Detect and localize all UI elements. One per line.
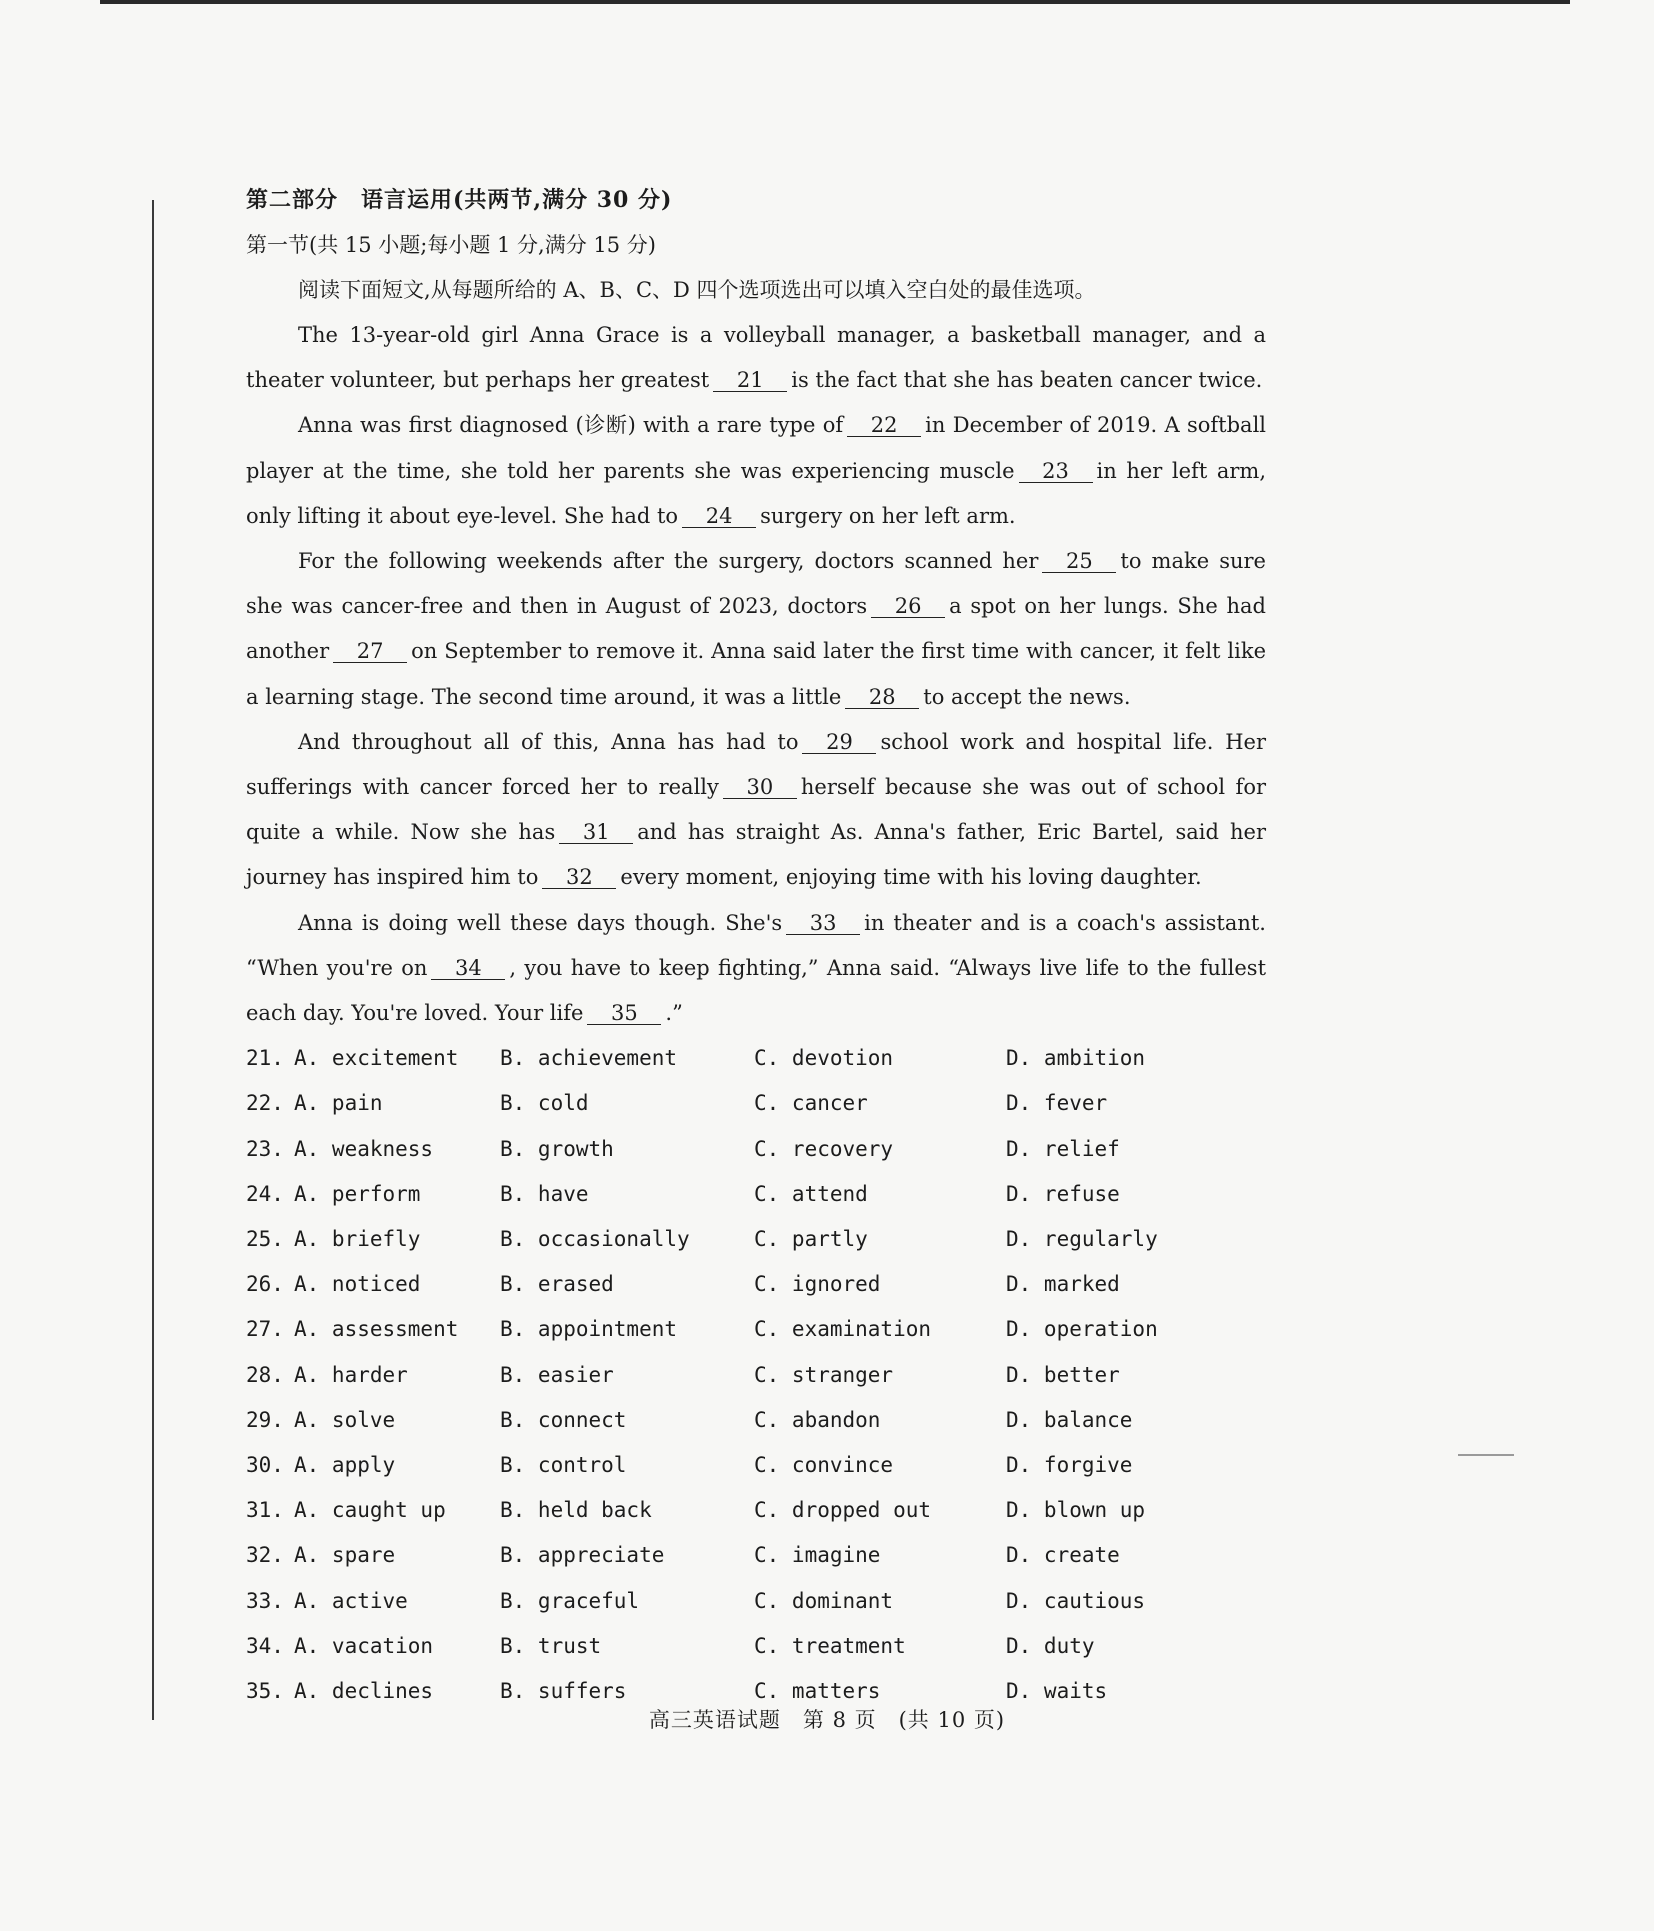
- option-c: C. matters: [754, 1678, 881, 1703]
- paragraph-4: [246, 720, 1266, 901]
- passage-text: to accept the news.: [923, 684, 1131, 709]
- option-row: [246, 1579, 1266, 1624]
- passage-text: in theater and is a coach's assistant. “When you're on: [246, 910, 1266, 980]
- blank-22: 22: [847, 414, 921, 437]
- option-c: C. treatment: [754, 1633, 906, 1658]
- passage-text: in her left arm, only lifting it about eye-level. She had to: [246, 458, 1267, 528]
- option-row: [246, 1443, 1266, 1488]
- blank-30: 30: [723, 776, 797, 799]
- option-b: B. easier: [500, 1362, 614, 1387]
- option-b: B. suffers: [500, 1678, 627, 1703]
- option-d: D. operation: [1006, 1317, 1158, 1342]
- option-d: D. fever: [1006, 1091, 1108, 1116]
- option-d: D. better: [1006, 1362, 1120, 1387]
- exam-content: [246, 178, 1266, 1714]
- passage-text: The 13-year-old girl Anna Grace is a volleyball manager, a basketball manager, and a theater volunteer, but perhaps her greatest: [246, 323, 1266, 393]
- question-number: 26.: [246, 1272, 284, 1297]
- blank-33: 33: [786, 912, 860, 935]
- option-c: C. stranger: [754, 1362, 894, 1387]
- margin-mark: [1458, 1454, 1514, 1456]
- option-row: [246, 1262, 1266, 1307]
- question-number: 33.: [246, 1588, 284, 1613]
- option-d: D. balance: [1006, 1407, 1133, 1432]
- option-row: [246, 1127, 1266, 1172]
- passage-text: to make sure she was cancer-free and then in August of 2023, doctors: [246, 549, 1266, 619]
- option-row: [246, 1398, 1266, 1443]
- option-a: A. spare: [294, 1543, 396, 1568]
- answer-options: [246, 1036, 1266, 1714]
- option-b: B. have: [500, 1181, 589, 1206]
- option-b: B. control: [500, 1452, 627, 1477]
- paragraph-3: [246, 539, 1266, 720]
- option-c: C. attend: [754, 1181, 868, 1206]
- option-b: B. appointment: [500, 1317, 678, 1342]
- option-a: A. weakness: [294, 1136, 434, 1161]
- option-b: B. appreciate: [500, 1543, 665, 1568]
- option-c: C. abandon: [754, 1407, 881, 1432]
- passage-text: , you have to keep fighting,” Anna said. “Always live life to the fullest each day. You're loved. Your life: [246, 955, 1267, 1026]
- option-a: A. apply: [294, 1452, 396, 1477]
- question-number: 35.: [246, 1678, 284, 1703]
- option-a: A. harder: [294, 1362, 408, 1387]
- option-c: C. convince: [754, 1452, 894, 1477]
- option-c: C. ignored: [754, 1272, 881, 1297]
- option-c: C. partly: [754, 1227, 868, 1251]
- option-b: B. connect: [500, 1407, 627, 1432]
- option-d: D. marked: [1006, 1272, 1120, 1297]
- option-row: [246, 1081, 1266, 1126]
- instruction: 阅读下面短文,从每题所给的 A、B、C、D 四个选项选出可以填入空白处的最佳选项。: [298, 278, 1096, 302]
- option-row: [246, 1217, 1266, 1262]
- option-c: C. recovery: [754, 1136, 894, 1161]
- question-number: 32.: [246, 1543, 284, 1568]
- option-a: A. active: [294, 1588, 408, 1613]
- passage-text: on September to remove it. Anna said later the first time with cancer, it felt like a learning stage. The second time around, it was a little: [246, 639, 1266, 709]
- passage-text: Anna is doing well these days though. She's: [298, 910, 783, 935]
- option-b: B. growth: [500, 1136, 614, 1161]
- option-b: B. cold: [500, 1091, 589, 1116]
- option-c: C. dominant: [754, 1588, 894, 1613]
- option-d: D. duty: [1006, 1633, 1095, 1658]
- question-number: 21.: [246, 1046, 284, 1071]
- option-a: A. solve: [294, 1407, 396, 1432]
- question-number: 34.: [246, 1633, 284, 1658]
- passage-text: in December of 2019. A softball player at the time, she told her parents she was experiencing muscle: [246, 413, 1266, 483]
- blank-31: 31: [559, 821, 633, 844]
- cloze-passage: [246, 313, 1266, 1036]
- option-row: [246, 1488, 1266, 1533]
- option-a: A. assessment: [294, 1317, 459, 1342]
- option-a: A. declines: [294, 1678, 434, 1703]
- blank-34: 34: [431, 957, 505, 980]
- option-d: D. relief: [1006, 1136, 1120, 1161]
- option-b: B. erased: [500, 1272, 614, 1297]
- paragraph-5: [246, 901, 1266, 1037]
- question-number: 25.: [246, 1227, 284, 1251]
- option-a: A. pain: [294, 1091, 383, 1116]
- blank-23: 23: [1019, 460, 1093, 483]
- option-a: A. excitement: [294, 1046, 459, 1071]
- passage-text: is the fact that she has beaten cancer twice.: [791, 368, 1263, 393]
- question-number: 24.: [246, 1181, 284, 1206]
- blank-29: 29: [802, 731, 876, 754]
- option-a: A. perform: [294, 1181, 421, 1206]
- option-b: B. occasionally: [500, 1227, 690, 1251]
- passage-text: .”: [665, 1001, 683, 1026]
- top-rule: [100, 0, 1570, 4]
- passage-text: and has straight As. Anna's father, Eric Bartel, said her journey has inspired him to: [246, 820, 1267, 890]
- binding-margin-line: [152, 200, 154, 1720]
- passage-text: every moment, enjoying time with his loving daughter.: [620, 865, 1202, 890]
- part-title: 第二部分 语言运用(共两节,满分 30 分): [246, 187, 673, 213]
- option-b: B. held back: [500, 1498, 652, 1523]
- blank-26: 26: [871, 595, 945, 618]
- blank-35: 35: [587, 1002, 661, 1025]
- blank-24: 24: [682, 505, 756, 528]
- option-d: D. refuse: [1006, 1181, 1120, 1206]
- passage-text: And throughout all of this, Anna has had to: [298, 729, 799, 754]
- option-d: D. ambition: [1006, 1046, 1146, 1071]
- passage-text: a spot on her lungs. She had another: [246, 594, 1266, 664]
- option-a: A. noticed: [294, 1272, 421, 1297]
- passage-text: For the following weekends after the surgery, doctors scanned her: [298, 549, 1039, 574]
- question-number: 29.: [246, 1407, 284, 1432]
- blank-32: 32: [542, 866, 616, 889]
- option-row: [246, 1172, 1266, 1217]
- option-b: B. trust: [500, 1633, 602, 1658]
- option-d: D. regularly: [1006, 1227, 1158, 1251]
- option-b: B. graceful: [500, 1588, 640, 1613]
- option-c: C. imagine: [754, 1543, 881, 1568]
- blank-28: 28: [845, 686, 919, 709]
- option-d: D. waits: [1006, 1678, 1108, 1703]
- option-a: A. briefly: [294, 1227, 421, 1251]
- page-footer: 高三英语试题 第 8 页 (共 10 页): [648, 1708, 1006, 1732]
- passage-text: Anna was first diagnosed (诊断) with a rare type of: [298, 413, 844, 438]
- option-d: D. blown up: [1006, 1498, 1146, 1523]
- option-c: C. examination: [754, 1317, 932, 1342]
- option-row: [246, 1533, 1266, 1578]
- question-number: 27.: [246, 1317, 284, 1342]
- blank-21: 21: [713, 369, 787, 392]
- option-c: C. dropped out: [754, 1498, 932, 1523]
- passage-text: herself because she was out of school for quite a while. Now she has: [246, 775, 1266, 845]
- question-number: 31.: [246, 1498, 284, 1523]
- question-number: 28.: [246, 1362, 284, 1387]
- option-row: [246, 1353, 1266, 1398]
- option-c: C. cancer: [754, 1091, 868, 1116]
- subsection-title: 第一节(共 15 小题;每小题 1 分,满分 15 分): [246, 233, 656, 257]
- option-a: A. caught up: [294, 1498, 446, 1523]
- paragraph-2: [246, 403, 1266, 539]
- option-row: [246, 1307, 1266, 1352]
- option-row: [246, 1036, 1266, 1081]
- blank-25: 25: [1042, 550, 1116, 573]
- option-c: C. devotion: [754, 1046, 894, 1071]
- option-d: D. cautious: [1006, 1588, 1146, 1613]
- option-b: B. achievement: [500, 1046, 678, 1071]
- option-d: D. forgive: [1006, 1452, 1133, 1477]
- option-row: [246, 1624, 1266, 1669]
- passage-text: surgery on her left arm.: [760, 503, 1016, 528]
- passage-text: school work and hospital life. Her sufferings with cancer forced her to really: [246, 729, 1266, 800]
- option-a: A. vacation: [294, 1633, 434, 1658]
- question-number: 22.: [246, 1091, 284, 1116]
- question-number: 30.: [246, 1452, 284, 1477]
- blank-27: 27: [333, 640, 407, 663]
- paragraph-1: [246, 313, 1266, 403]
- question-number: 23.: [246, 1136, 284, 1161]
- option-d: D. create: [1006, 1543, 1120, 1568]
